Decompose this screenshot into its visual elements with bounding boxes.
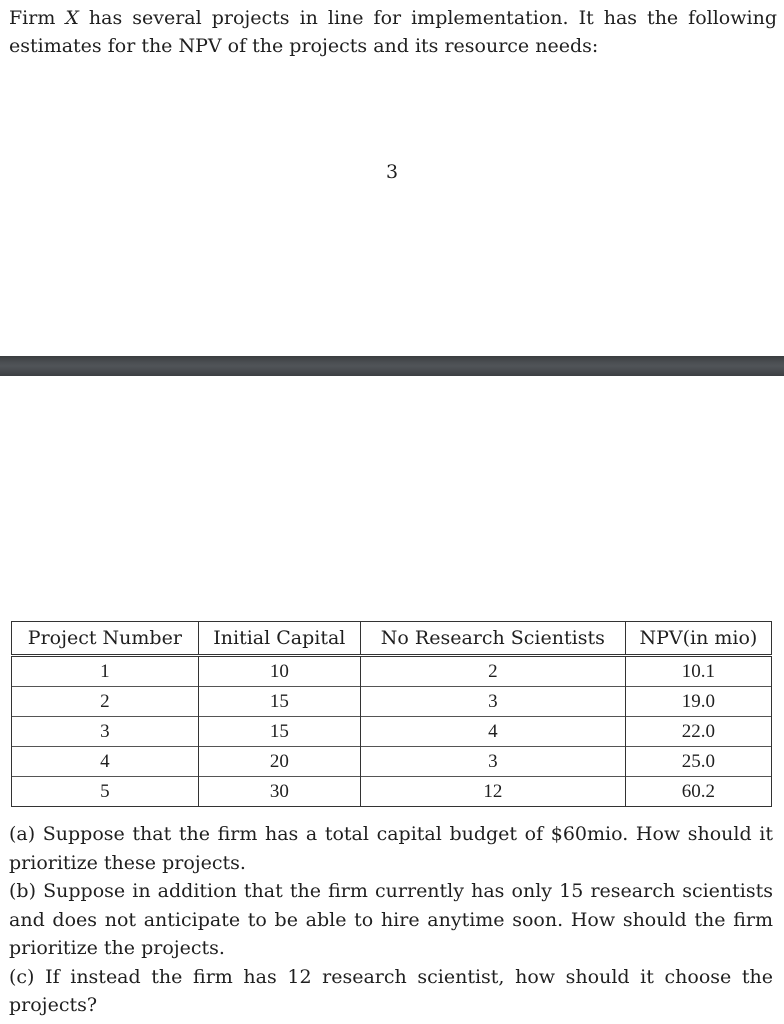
cell-project-number: 5 (12, 777, 199, 807)
header-npv: NPV(in mio) (625, 622, 771, 656)
cell-project-number: 2 (12, 687, 199, 717)
header-project-number: Project Number (12, 622, 199, 656)
page-divider (0, 356, 784, 376)
table-row (12, 747, 772, 777)
questions-block (9, 820, 773, 1020)
intro-paragraph (9, 4, 777, 60)
cell-npv: 60.2 (625, 777, 771, 807)
cell-initial-capital: 15 (198, 687, 360, 717)
cell-npv: 19.0 (625, 687, 771, 717)
projects-table-container (11, 621, 772, 807)
cell-npv: 25.0 (625, 747, 771, 777)
cell-initial-capital: 10 (198, 656, 360, 687)
cell-initial-capital: 30 (198, 777, 360, 807)
cell-research-scientists: 4 (360, 717, 625, 747)
question-b: (b) Suppose in addition that the firm currently has only 15 research scientists and does not anticipate to be able to hire anytime soon. How should the firm prioritize the projects. (9, 880, 773, 959)
table-header-row (12, 622, 772, 656)
cell-npv: 22.0 (625, 717, 771, 747)
cell-project-number: 1 (12, 656, 199, 687)
intro-variable: X (65, 7, 79, 29)
table-row (12, 687, 772, 717)
header-initial-capital: Initial Capital (198, 622, 360, 656)
intro-text-end: has several projects in line for implementation. It has the following estimates for the NPV of the projects and its resource needs: (9, 7, 777, 57)
question-c: (c) If instead the firm has 12 research scientist, how should it choose the projects? (9, 965, 773, 1016)
table-row (12, 777, 772, 807)
table-row (12, 656, 772, 687)
cell-npv: 10.1 (625, 656, 771, 687)
header-research-scientists: No Research Scientists (360, 622, 625, 656)
question-a: (a) Suppose that the firm has a total capital budget of $60mio. How should it prioritize these projects. (9, 823, 773, 874)
projects-table (11, 621, 772, 807)
intro-text-start: Firm (9, 7, 66, 29)
cell-research-scientists: 3 (360, 687, 625, 717)
cell-project-number: 3 (12, 717, 199, 747)
cell-initial-capital: 20 (198, 747, 360, 777)
cell-research-scientists: 2 (360, 656, 625, 687)
cell-research-scientists: 12 (360, 777, 625, 807)
cell-project-number: 4 (12, 747, 199, 777)
cell-research-scientists: 3 (360, 747, 625, 777)
table-row (12, 717, 772, 747)
page-number: 3 (385, 161, 399, 183)
cell-initial-capital: 15 (198, 717, 360, 747)
